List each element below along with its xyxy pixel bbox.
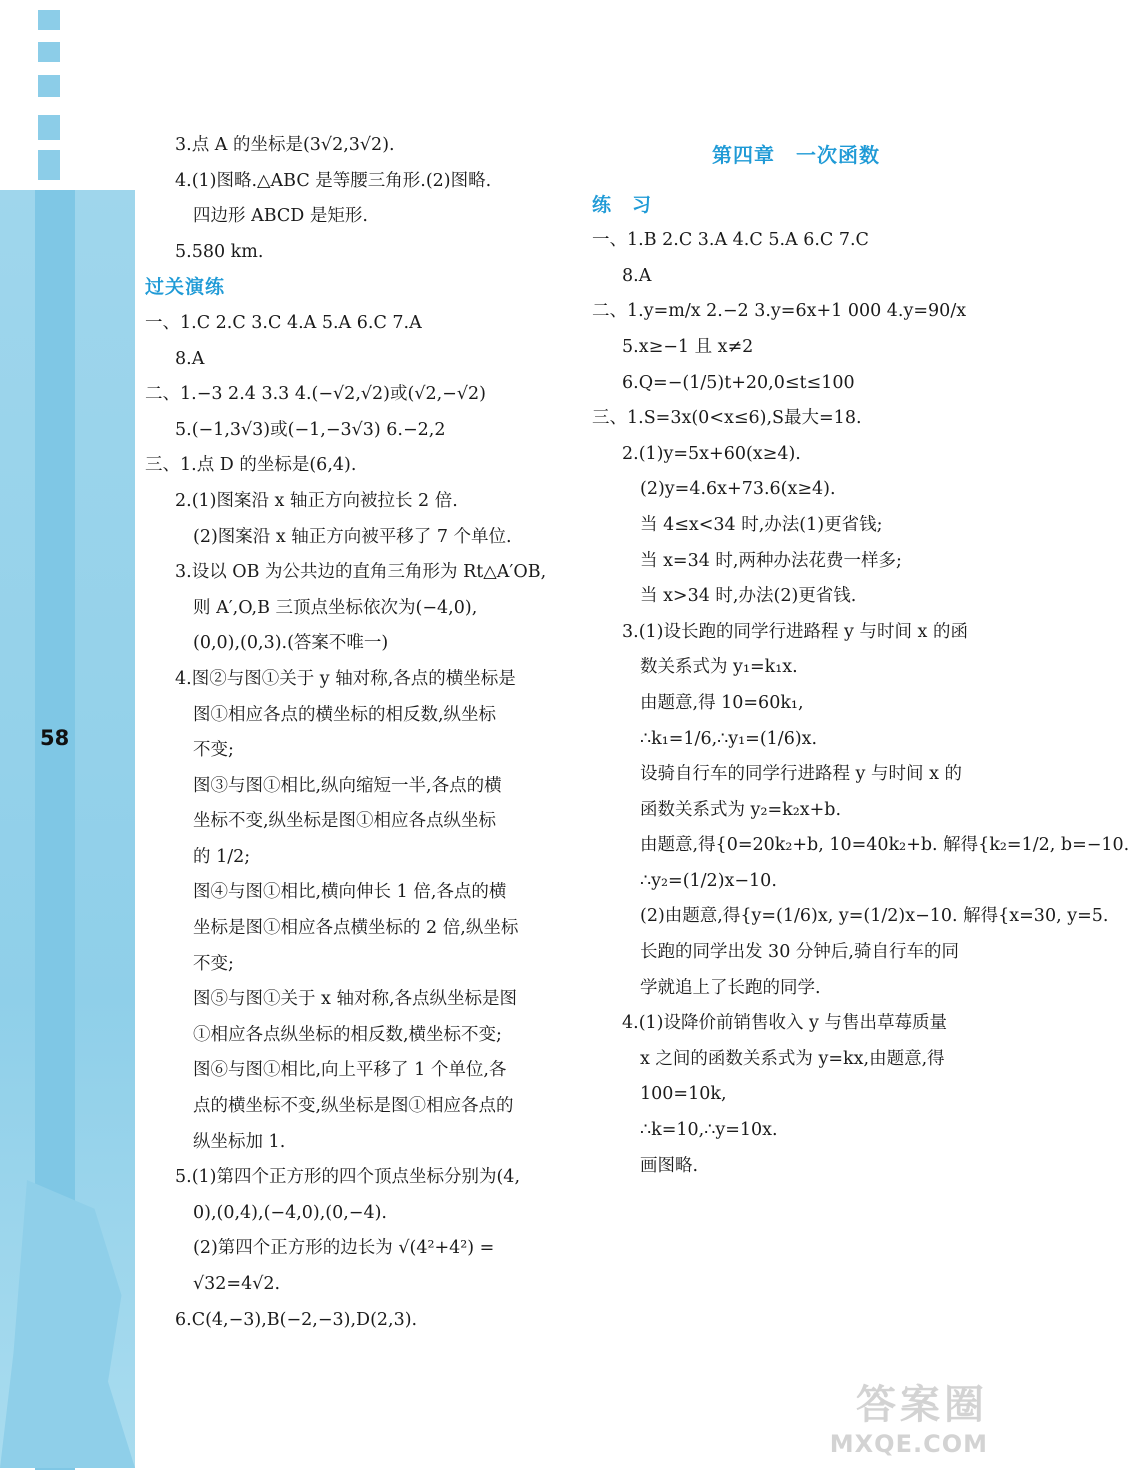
answer-line: 由题意,得{0=20k₂+b, 10=40k₂+b. 解得{k₂=1/2, b=−10. <box>640 835 1129 856</box>
answer-line: 3.点 A 的坐标是(3√2,3√2). <box>175 135 395 155</box>
answer-line: 4.图②与图①关于 y 轴对称,各点的横坐标是 <box>175 668 516 689</box>
answer-line: 6.C(4,−3),B(−2,−3),D(2,3). <box>175 1309 418 1330</box>
answer-line: 5.x≥−1 且 x≠2 <box>622 336 754 357</box>
answer-line: 函数关系式为 y₂=k₂x+b. <box>640 799 842 820</box>
answer-line: 三、1.点 D 的坐标是(6,4). <box>145 455 357 476</box>
answer-line: 6.Q=−(1/5)t+20,0≤t≤100 <box>622 372 855 393</box>
answer-line: 学就追上了长跑的同学. <box>640 977 821 998</box>
answer-line: 当 x=34 时,两种办法花费一样多; <box>640 550 902 571</box>
left-answers <box>145 306 565 1338</box>
answer-line: 坐标是图①相应各点横坐标的 2 倍,纵坐标 <box>193 918 519 939</box>
answer-line: 2.(1)图案沿 x 轴正方向被拉长 2 倍. <box>175 490 458 511</box>
answer-line: 三、1.S=3x(0<x≤6),S最大=18. <box>592 408 862 429</box>
answer-line: 由题意,得 10=60k₁, <box>640 692 804 713</box>
answer-line: 图⑥与图①相比,向上平移了 1 个单位,各 <box>193 1060 507 1081</box>
answer-line: √32=4√2. <box>193 1274 281 1294</box>
answer-line: 二、1.y=m/x 2.−2 3.y=6x+1 000 4.y=90/x <box>592 301 967 322</box>
answer-line: 100=10k, <box>640 1084 727 1105</box>
answer-line: 图⑤与图①关于 x 轴对称,各点纵坐标是图 <box>193 989 518 1010</box>
answer-line: 图③与图①相比,纵向缩短一半,各点的横 <box>193 775 502 796</box>
answer-line: (2)y=4.6x+73.6(x≥4). <box>640 479 836 500</box>
chapter-title: 第四章 一次函数 <box>712 143 880 167</box>
answer-line: 2.(1)y=5x+60(x≥4). <box>622 443 801 464</box>
answer-line: (0,0),(0,3).(答案不唯一) <box>193 633 389 654</box>
answer-line: 一、1.B 2.C 3.A 4.C 5.A 6.C 7.C <box>592 230 869 251</box>
left-column <box>145 128 565 1338</box>
answer-line: 不变; <box>193 953 234 974</box>
watermark-logo <box>830 1373 988 1458</box>
answer-line: 一、1.C 2.C 3.C 4.A 5.A 6.C 7.A <box>145 312 422 333</box>
section-heading-review: 过关演练 <box>145 276 226 299</box>
sidebar-block <box>38 115 60 140</box>
right-column <box>592 128 1129 1184</box>
sidebar-block <box>38 42 60 62</box>
answer-line: 画图略. <box>640 1155 699 1176</box>
answer-line: 8.A <box>175 348 205 369</box>
left-top-answers <box>145 128 565 270</box>
answer-line: 4.(1)图略.△ABC 是等腰三角形.(2)图略. <box>175 170 492 191</box>
answer-line: 四边形 ABCD 是矩形. <box>193 206 368 227</box>
answer-line: 3.设以 OB 为公共边的直角三角形为 Rt△A′OB, <box>175 562 547 583</box>
answer-line: 当 4≤x<34 时,办法(1)更省钱; <box>640 514 883 535</box>
answer-line: 0),(0,4),(−4,0),(0,−4). <box>193 1202 387 1223</box>
answer-line: 图④与图①相比,横向伸长 1 倍,各点的横 <box>193 882 507 903</box>
answer-line: 设骑自行车的同学行进路程 y 与时间 x 的 <box>640 764 963 785</box>
answer-line: 不变; <box>193 740 234 761</box>
answer-line: 点的横坐标不变,纵坐标是图①相应各点的 <box>193 1096 514 1117</box>
answer-line: 二、1.−3 2.4 3.3 4.(−√2,√2)或(√2,−√2) <box>145 384 486 405</box>
right-answers <box>592 223 1129 1184</box>
answer-line: ∴k₁=1/6,∴y₁=(1/6)x. <box>640 728 818 749</box>
answer-line: 的 1/2; <box>193 846 251 867</box>
answer-line: 8.A <box>622 265 652 286</box>
answer-line: 图①相应各点的横坐标的相反数,纵坐标 <box>193 704 497 725</box>
answer-line: ∴y₂=(1/2)x−10. <box>640 870 777 891</box>
answer-line: 当 x>34 时,办法(2)更省钱. <box>640 586 857 607</box>
answer-line: 5.580 km. <box>175 241 264 262</box>
running-figure-silhouette <box>0 1180 135 1468</box>
answer-line: 纵坐标加 1. <box>193 1131 286 1152</box>
answer-line: 数关系式为 y₁=k₁x. <box>640 657 798 678</box>
page-number: 58 <box>40 726 70 750</box>
answer-line: 5.(1)第四个正方形的四个顶点坐标分别为(4, <box>175 1167 521 1188</box>
answer-line: 5.(−1,3√3)或(−1,−3√3) 6.−2,2 <box>175 419 446 440</box>
answer-line: 4.(1)设降价前销售收入 y 与售出草莓质量 <box>622 1013 947 1034</box>
answer-line: 坐标不变,纵坐标是图①相应各点纵坐标 <box>193 811 497 832</box>
answer-line: (2)由题意,得{y=(1/6)x, y=(1/2)x−10. 解得{x=30, y=5. <box>640 906 1109 927</box>
answer-line: ①相应各点纵坐标的相反数,横坐标不变; <box>193 1024 502 1045</box>
answer-line: x 之间的函数关系式为 y=kx,由题意,得 <box>640 1048 945 1069</box>
sidebar-block <box>38 10 60 30</box>
answer-line: 3.(1)设长跑的同学行进路程 y 与时间 x 的函 <box>622 621 968 642</box>
answer-line: 则 A′,O,B 三顶点坐标依次为(−4,0), <box>193 597 478 618</box>
answer-line: 长跑的同学出发 30 分钟后,骑自行车的同 <box>640 942 959 963</box>
section-heading-exercise: 练 习 <box>592 193 653 216</box>
answer-line: (2)第四个正方形的边长为 √(4²+4²) = <box>193 1238 495 1259</box>
watermark-title: 答案圈 <box>856 1382 988 1428</box>
answer-line: (2)图案沿 x 轴正方向被平移了 7 个单位. <box>193 526 512 547</box>
sidebar-block <box>38 75 60 97</box>
sidebar-block <box>38 150 60 180</box>
answer-line: ∴k=10,∴y=10x. <box>640 1120 778 1141</box>
watermark-url: MXQE.COM <box>829 1430 988 1458</box>
